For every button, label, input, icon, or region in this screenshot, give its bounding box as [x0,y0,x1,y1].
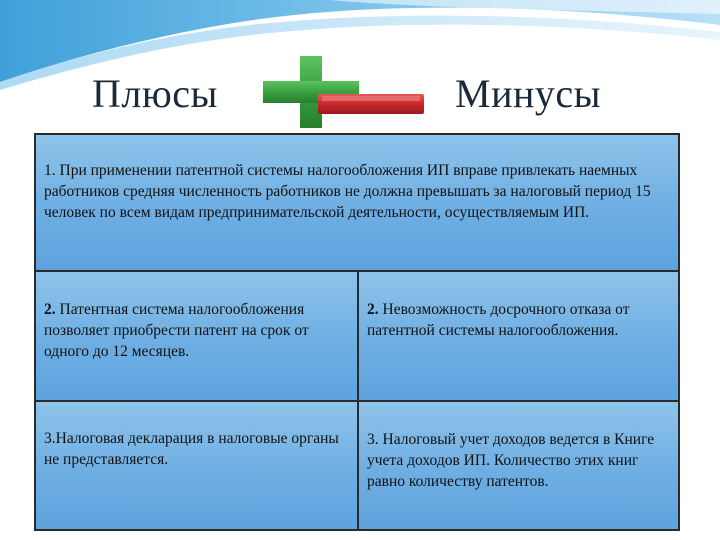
row1-text: 1. При применении патентной системы налогообложения ИП вправе привлекать наемных работников средняя численность работников не должна превышать за налоговый период 15 человек по всем видам предпринимательской деятельности, осуществляемым ИП. [44,162,651,221]
plus-minus-graphic [252,52,432,134]
row1-merged-cell [36,135,678,270]
pros-heading: Плюсы [92,71,218,116]
row2-cons-number: 2. [367,301,379,318]
row2-cons-text: Невозможность досрочного отказа от патентной системы налогообложения. [367,301,630,339]
pros-cons-table [34,133,680,531]
row2-cons-cell [359,272,678,400]
plus-icon [263,56,359,128]
row3-cons-text: 3. Налоговый учет доходов ведется в Книге учета доходов ИП. Количество этих книг равно количеству патентов. [367,431,655,490]
minus-icon [318,94,424,114]
row2-pros-cell [36,272,357,400]
row2-pros-text: Патентная система налогообложения позволяет приобрести патент на срок от одного до 12 месяцев. [44,301,309,360]
cons-heading: Минусы [455,71,602,116]
row3-pros-cell [36,402,357,529]
row3-cons-cell [359,402,678,529]
row3-pros-text: 3.Налоговая декларация в налоговые органы не представляется. [44,430,339,468]
row2-pros-number: 2. [44,301,56,318]
